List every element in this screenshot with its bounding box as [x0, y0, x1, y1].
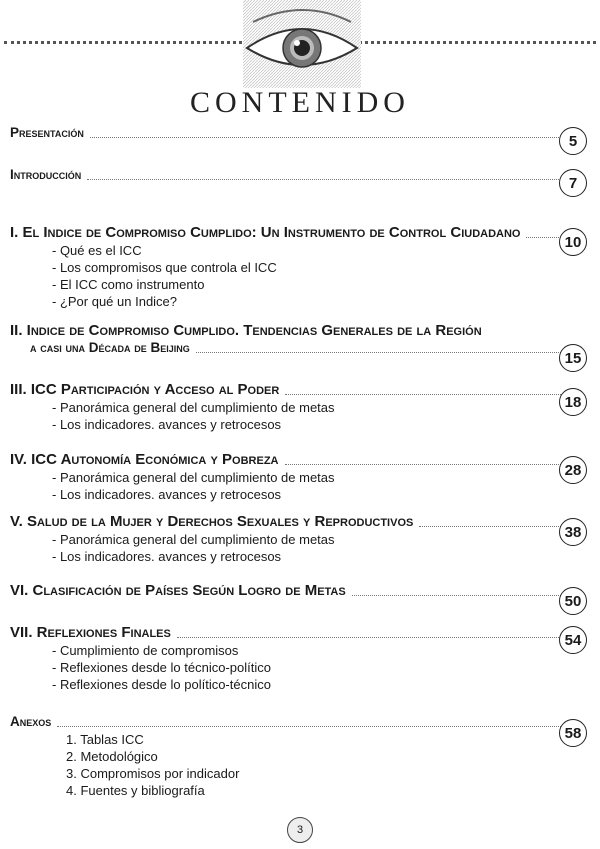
toc-subitem: 3. Compromisos por indicador [66, 766, 240, 781]
leader-dots [177, 637, 579, 638]
toc-subitem: - Los indicadores. avances y retrocesos [52, 549, 282, 564]
toc-subitem: 2. Metodológico [66, 749, 158, 764]
toc-subitem: - Panorámica general del cumplimiento de metas [52, 400, 335, 415]
toc-entry-anexos[interactable] [10, 713, 585, 799]
toc-subitem: - Panorámica general del cumplimiento de metas [52, 470, 335, 485]
toc-entry-label-continued: a casi una Década de Beijing [30, 340, 190, 355]
toc-entry-presentacion[interactable] [10, 124, 585, 150]
toc-entry-chapter-2[interactable] [10, 322, 585, 367]
footer-page-number: 3 [287, 817, 313, 843]
toc-entry-label: VI. Clasificación de Países Según Logro de Metas [10, 582, 346, 599]
leader-dots [285, 464, 580, 465]
leader-dots [90, 137, 579, 138]
page-number-badge: 54 [559, 626, 587, 654]
toc-subitem: - Panorámica general del cumplimiento de metas [52, 532, 335, 547]
page-number-badge: 38 [559, 518, 587, 546]
page-number-badge: 7 [559, 169, 587, 197]
toc-entry-label: II. Indice de Compromiso Cumplido. Tendencias Generales de la Región [10, 322, 482, 339]
toc-subitem: - Cumplimiento de compromisos [52, 643, 239, 658]
leader-dots [419, 526, 579, 527]
toc-subitem: 1. Tablas ICC [66, 732, 144, 747]
toc-subitem: - ¿Por qué un Indice? [52, 294, 178, 309]
toc-entry-label: VII. Reflexiones Finales [10, 624, 171, 641]
toc-entry-label: Introducción [10, 167, 82, 182]
toc-subitem: - Reflexiones desde lo político-técnico [52, 677, 271, 692]
toc-subitem: - Los indicadores. avances y retrocesos [52, 487, 282, 502]
page-number-badge: 50 [559, 587, 587, 615]
toc-entry-chapter-7[interactable] [10, 624, 585, 693]
eye-icon [243, 0, 361, 88]
toc-subitem: - El ICC como instrumento [52, 277, 205, 292]
toc-entry-introduccion[interactable] [10, 166, 585, 192]
toc-entry-label: Anexos [10, 714, 52, 729]
page-title: CONTENIDO [190, 86, 410, 119]
toc-entry-label: I. El Indice de Compromiso Cumplido: Un Instrumento de Control Ciudadano [10, 224, 521, 241]
page-number-badge: 15 [559, 344, 587, 372]
leader-dots [285, 394, 579, 395]
toc-entry-label: Presentación [10, 125, 84, 140]
toc-entry-chapter-5[interactable] [10, 513, 585, 565]
toc-entry-label: III. ICC Participación y Acceso al Poder [10, 381, 280, 398]
toc-entry-label: IV. ICC Autonomía Económica y Pobreza [10, 451, 279, 468]
toc-entry-chapter-3[interactable] [10, 381, 585, 433]
page-number-badge: 10 [559, 228, 587, 256]
toc-entry-chapter-6[interactable] [10, 582, 585, 610]
toc-subitem: - Qué es el ICC [52, 243, 142, 258]
leader-dots [352, 595, 579, 596]
toc-entry-chapter-4[interactable] [10, 451, 585, 503]
toc-subitem: - Los compromisos que controla el ICC [52, 260, 277, 275]
toc-entry-chapter-1[interactable] [10, 224, 585, 310]
leader-dots [196, 352, 579, 353]
page-number-badge: 28 [559, 456, 587, 484]
toc-subitem: 4. Fuentes y bibliografía [66, 783, 205, 798]
page-number-badge: 58 [559, 719, 587, 747]
leader-dots [57, 726, 579, 727]
toc-entry-label: V. Salud de la Mujer y Derechos Sexuales y Reproductivos [10, 513, 414, 530]
page-number-badge: 5 [559, 127, 587, 155]
page-number-badge: 18 [559, 388, 587, 416]
toc-subitem: - Los indicadores. avances y retrocesos [52, 417, 282, 432]
leader-dots [87, 179, 579, 180]
toc-subitem: - Reflexiones desde lo técnico-político [52, 660, 271, 675]
